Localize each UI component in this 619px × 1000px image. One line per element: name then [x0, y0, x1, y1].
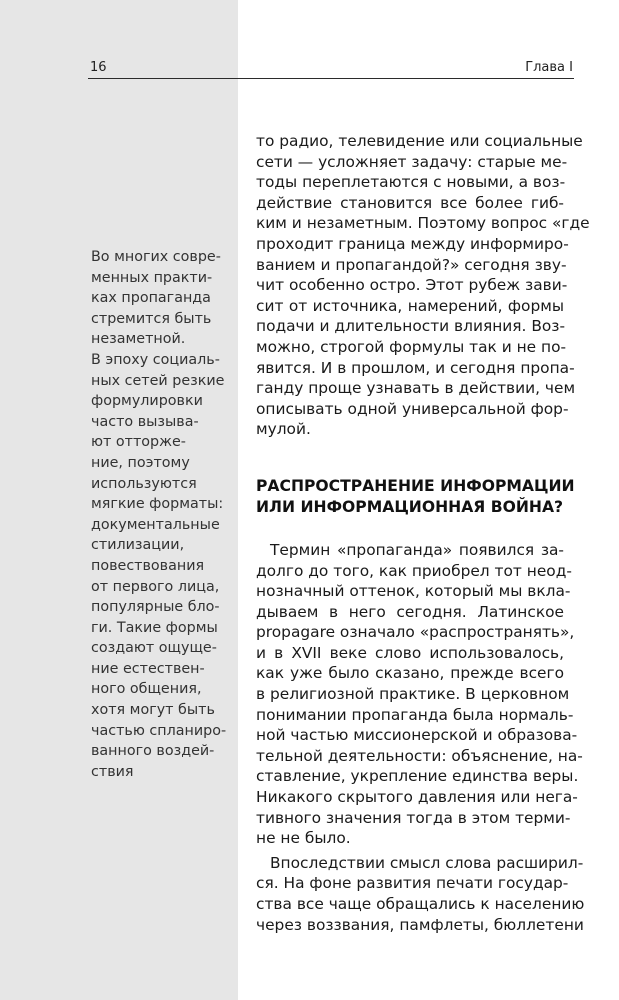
text-line: действие становится все более гиб- [256, 193, 564, 212]
text-line: ганду проще узнавать в действии, чем [256, 379, 576, 398]
margin-note-line: повествования [91, 557, 205, 574]
margin-note-line: от первого лица, [91, 578, 220, 595]
text-line: в религиозной практике. В церковном [256, 685, 570, 704]
margin-note-line: используются [91, 475, 197, 492]
page-number: 16 [90, 60, 107, 75]
margin-note-line: ги. Такие формы [91, 619, 218, 636]
text-line: ким и незаметным. Поэтому вопрос «где [256, 214, 590, 233]
text-line: и в XVII веке слово использовалось, [256, 643, 564, 662]
text-line: как уже было сказано, прежде всего [256, 664, 564, 683]
margin-note [91, 247, 231, 782]
margin-note-line: ках пропаганда [91, 290, 211, 307]
margin-note-line: мягкие форматы: [91, 496, 224, 513]
text-line: понимании пропаганда была нормаль- [256, 705, 574, 724]
text-line: дываем в него сегодня. Латинское [256, 602, 564, 621]
margin-note-line: ние естествен- [91, 660, 205, 677]
body-paragraph [256, 540, 583, 849]
margin-note-line: менных практи- [91, 269, 213, 286]
text-line: мулой. [256, 420, 311, 439]
text-line: через воззвания, памфлеты, бюллетени [256, 915, 584, 934]
margin-note-line: ствия [91, 763, 134, 780]
text-line: явится. И в прошлом, и сегодня пропа- [256, 358, 575, 377]
margin-note-line: ют отторже- [91, 434, 186, 451]
margin-note-line: формулировки [91, 393, 203, 410]
text-line: ставление, укрепление единства веры. [256, 767, 579, 786]
text-line: тельной деятельности: объяснение, на- [256, 746, 583, 765]
margin-note-line: В эпоху социаль- [91, 351, 220, 368]
margin-note-line: создают ощуще- [91, 640, 217, 657]
margin-note-line: документальные [91, 516, 220, 533]
text-line: тивного значения тогда в этом терми- [256, 808, 571, 827]
heading-line: ИЛИ ИНФОРМАЦИОННАЯ ВОЙНА? [256, 497, 564, 516]
text-line: чит особенно остро. Этот рубеж зави- [256, 276, 568, 295]
chapter-label: Глава I [525, 60, 573, 75]
margin-note-line: незаметной. [91, 331, 186, 348]
text-line: то радио, телевидение или социальные [256, 132, 583, 150]
text-line: Термин «пропаганда» появился за- [270, 540, 564, 559]
margin-note-line: хотя могут быть [91, 702, 215, 719]
text-line: нозначный оттенок, который мы вкла- [256, 582, 571, 601]
margin-note-line: популярные бло- [91, 599, 220, 616]
text-line: ся. На фоне развития печати государ- [256, 874, 569, 893]
body-text-column [256, 131, 590, 935]
text-line: тоды переплетаются с новыми, а воз- [256, 173, 566, 192]
text-line: проходит граница между информиро- [256, 234, 569, 253]
body-paragraph [256, 131, 590, 440]
text-line: Никакого скрытого давления или нега- [256, 788, 578, 807]
section-heading [256, 476, 575, 518]
margin-note-line: частью спланиро- [91, 722, 227, 739]
margin-note-line: ных сетей резкие [91, 372, 225, 389]
heading-line: РАСПРОСТРАНЕНИЕ ИНФОРМАЦИИ [256, 476, 575, 495]
text-line: Впоследствии смысл слова расширил- [270, 853, 584, 872]
text-line: не не было. [256, 829, 351, 848]
text-line: подачи и длительности влияния. Воз- [256, 317, 566, 336]
margin-note-line: ванного воздей- [91, 743, 215, 760]
text-line: ства все чаще обращались к населению [256, 895, 585, 913]
margin-note-line: ного общения, [91, 681, 202, 698]
margin-note-line: Во многих совре- [91, 249, 221, 265]
text-line: сети — усложняет задачу: старые ме- [256, 152, 568, 171]
text-line: сит от источника, намерений, формы [256, 296, 564, 315]
text-line: можно, строгой формулы так и не по- [256, 337, 567, 356]
margin-note-line: стилизации, [91, 537, 185, 554]
body-paragraph [256, 853, 585, 935]
margin-note-line: стремится быть [91, 310, 212, 327]
text-line: ной частью миссионерской и образова- [256, 726, 578, 745]
text-line: долго до того, как приобрел тот неод- [256, 561, 572, 580]
text-line: описывать одной универсальной фор- [256, 399, 569, 418]
margin-note-line: часто вызыва- [91, 413, 199, 430]
header-rule [88, 78, 574, 79]
text-line: ванием и пропагандой?» сегодня зву- [256, 255, 567, 274]
text-line: propagare означало «распространять», [256, 623, 575, 642]
margin-note-line: ние, поэтому [91, 454, 190, 471]
